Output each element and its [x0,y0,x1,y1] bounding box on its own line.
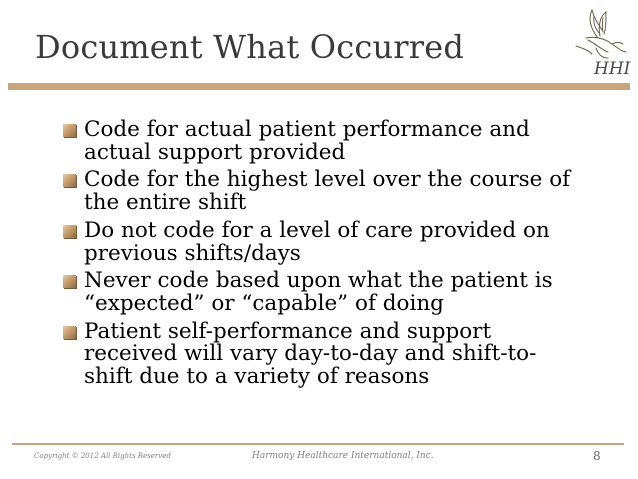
dove-logo-icon [568,8,632,80]
square-bullet-icon [63,174,76,187]
bullet-item [63,119,583,164]
bullet-text: Never code based upon what the patient is “expected” or “capable” of doing [84,268,553,316]
title-divider [8,83,630,90]
bullet-text: Patient self-performance and support received will vary day-to-day and shift-to-shift due to a variety of reasons [84,318,537,390]
logo-monogram: HHI [594,59,631,79]
bullet-list [63,119,583,394]
footer-copyright: Copyright © 2012 All Rights Reserved [34,452,171,460]
bullet-text: Code for the highest level over the course of the entire shift [84,167,571,216]
bullet-item [63,318,583,390]
bullet-text: Do not code for a level of care provided on previous shifts/days [84,217,550,266]
bullet-item [63,217,583,266]
slide-title: Document What Occurred [35,28,465,66]
footer-company: Harmony Healthcare International, Inc. [252,451,434,461]
footer-divider [12,443,624,445]
square-bullet-icon [63,275,76,288]
bullet-item [63,270,583,315]
square-bullet-icon [63,124,76,137]
bullet-text: Code for actual patient performance and actual support provided [84,117,530,165]
page-number: 8 [593,449,601,463]
square-bullet-icon [63,326,76,339]
square-bullet-icon [63,225,76,238]
bullet-item [63,169,583,214]
